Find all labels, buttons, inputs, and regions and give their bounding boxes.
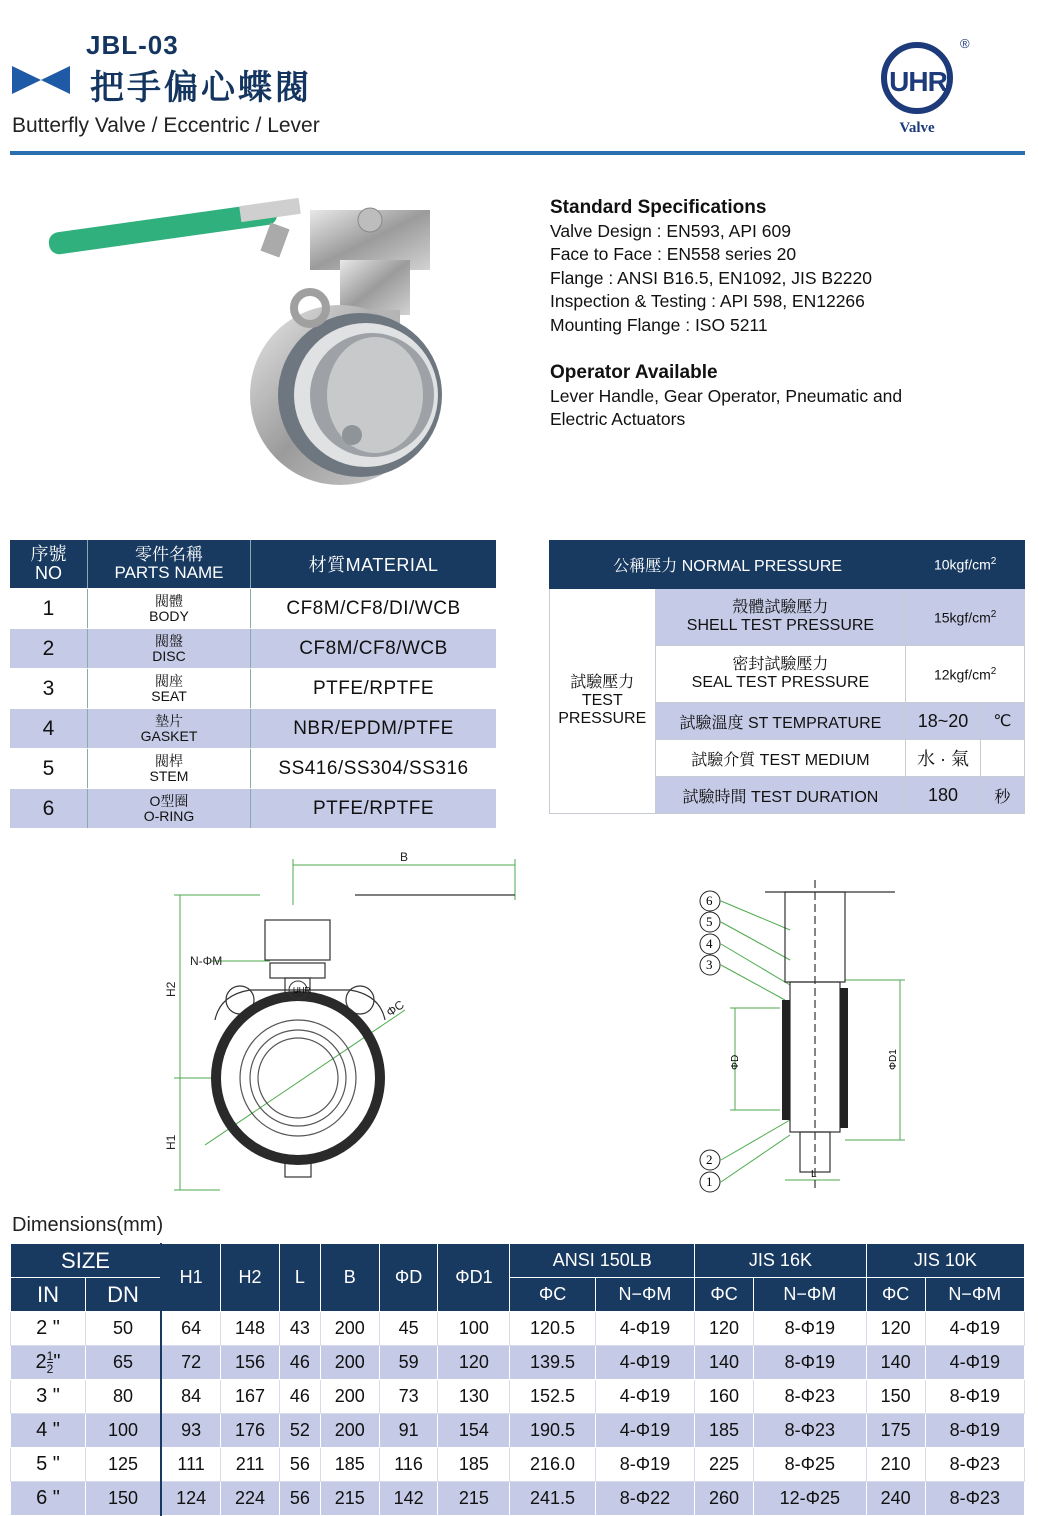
table-row: 4 墊片 GASKET NBR/EPDM/PTFE (10, 709, 496, 749)
body-mark: UHR (293, 986, 311, 995)
brand-logo: UHR Valve ® (880, 36, 990, 140)
callout-5: 5 (706, 914, 713, 929)
front-view-drawing (160, 845, 530, 1205)
dim-label-c: ΦC (383, 997, 407, 1020)
pressure-table: 公稱壓力 NORMAL PRESSURE $10kgf/cm^2$ 試驗壓力 TEST PRESSURE 殼體試驗壓力 SHELL TEST PRESSURE $15kgf/cm^2$ 密封試驗壓力 SEAL TEST PRESSURE $12kgf/cm^2$ 試驗溫度 ST TEMPRATURE 18~20 ℃ 試驗介質 TEST MEDIUM 水 · 氣 試驗時間 TEST DURATION 180 秒 (549, 540, 1025, 814)
spec-line: Mounting Flange : ISO 5211 (550, 314, 768, 335)
table-row: 1 閥體 BODY CF8M/CF8/DI/WCB (10, 589, 496, 629)
table-row: 6 O型圈 O-RING PTFE/RPTFE (10, 789, 496, 829)
table-row: 6 " 150 124 224 56 215 142 215 241.5 8-Φ22 260 12-Φ25 240 8-Φ23 (11, 1482, 1025, 1516)
table-row: 5 " 125 111 211 56 185 116 185 216.0 8-Φ19 225 8-Φ25 210 8-Φ23 (11, 1448, 1025, 1482)
spec-line: Inspection & Testing : API 598, EN12266 (550, 291, 865, 311)
dimensions-title: Dimensions(mm) (12, 1214, 164, 1236)
table-row: 2 " 50 64 148 43 200 45 100 120.5 4-Φ19 120 8-Φ19 120 4-Φ19 (11, 1312, 1025, 1346)
header-rule (10, 151, 1025, 155)
spec-line: Face to Face : EN558 series 20 (550, 244, 797, 264)
table-row: 5 閥桿 STEM SS416/SS304/SS316 (10, 749, 496, 789)
dim-label-b: B (400, 850, 409, 864)
table-row: 3 閥座 SEAT PTFE/RPTFE (10, 669, 496, 709)
operator-title: Operator Available (550, 362, 718, 383)
dimensions-table: SIZE H1 H2 L B ΦD ΦD1 ANSI 150LB JIS 16K JIS 10K IN DN ΦC N−ΦM ΦC N−ΦM ΦC N−ΦM 2 " 50 64 148 43 200 45 100 120.5 4-Φ19 120 8-Φ19 120 4-Φ19 2 $\frac{1}{2}$ " 65 72 156 46 200 59 120 139.5 4-Φ19 140 8-Φ19 140 4-Φ19 3 " 80 84 167 46 200 73 130 152.5 4-Φ19 160 8-Φ23 150 8-Φ19 4 " 100 93 176 52 200 91 154 190.5 4-Φ19 185 8-Φ23 175 8-Φ19 5 " 125 111 211 56 185 116 185 216.0 8-Φ19 225 8-Φ25 210 8-Φ23 6 " 150 124 224 56 215 142 215 241.5 8-Φ22 260 12-Φ25 240 8-Φ23 (10, 1243, 1025, 1516)
table-row: 4 " 100 93 176 52 200 91 154 190.5 4-Φ19 185 8-Φ23 175 8-Φ19 (11, 1414, 1025, 1448)
dim-label-h2: H2 (164, 981, 178, 997)
product-photo (40, 180, 460, 505)
valve-symbol-icon (10, 62, 72, 103)
spec-line: Flange : ANSI B16.5, EN1092, JIS B2220 (550, 267, 873, 288)
table-row: 2 閥盤 DISC CF8M/CF8/WCB (10, 629, 496, 669)
parts-table: 序號 NO 零件名稱 PARTS NAME 材質MATERIAL 1 閥體 BODY CF8M/CF8/DI/WCB 2 閥盤 DISC CF8M/CF8/WCB 3 閥座 SEAT PTFE/RPTFE 4 墊片 GASKET NBR/EPDM/PTFE 5 閥桿 STEM SS416/SS304/SS316 6 O型圈 O-RING PTFE/RPTFE (10, 540, 496, 829)
dim-label-d1: ΦD1 (888, 1049, 899, 1070)
callout-2: 2 (706, 1152, 713, 1167)
dim-label-nm: N-ΦM (190, 954, 223, 968)
dim-label-l: L (811, 1169, 817, 1180)
callout-4: 4 (706, 936, 713, 951)
table-row: 2 $\frac{1}{2}$ " 65 72 156 46 200 59 120 139.5 4-Φ19 140 8-Φ19 140 4-Φ19 (11, 1346, 1025, 1380)
standard-specs-title: Standard Specifications (550, 197, 767, 218)
dim-label-d: ΦD (730, 1054, 741, 1070)
product-title-cn: 把手偏心蝶閥 (90, 68, 312, 108)
model-number: JBL-03 (86, 30, 179, 60)
dim-label-h1: H1 (164, 1134, 178, 1150)
callout-6: 6 (706, 893, 713, 908)
callout-1: 1 (706, 1174, 713, 1189)
operator-line: Electric Actuators (550, 409, 686, 429)
spec-line: Valve Design : EN593, API 609 (550, 220, 791, 241)
specifications (550, 196, 902, 432)
callout-3: 3 (706, 957, 713, 972)
operator-line: Lever Handle, Gear Operator, Pneumatic and (550, 385, 903, 406)
table-row: 3 " 80 84 167 46 200 73 130 152.5 4-Φ19 160 8-Φ23 150 8-Φ19 (11, 1380, 1025, 1414)
section-view-drawing (690, 870, 930, 1205)
product-title-en: Butterfly Valve / Eccentric / Lever (12, 114, 320, 137)
